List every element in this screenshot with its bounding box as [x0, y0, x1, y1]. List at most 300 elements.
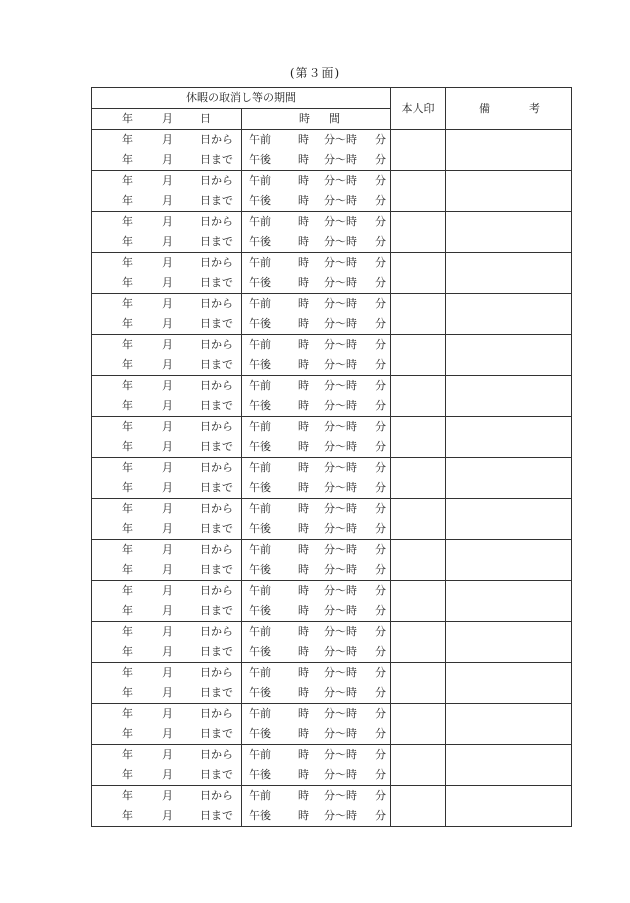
page-title: (第３面) [289, 66, 341, 80]
year-label: 年 [122, 625, 133, 638]
entry-row-from [92, 212, 572, 233]
time-header-char-2: 間 [329, 112, 340, 125]
minute-to-hour-label: 分〜時 [324, 440, 357, 453]
day-label: 日まで [200, 481, 233, 494]
year-label: 年 [122, 666, 133, 679]
time-cell[interactable] [242, 499, 391, 520]
ampm-label: 午後 [249, 768, 271, 781]
ampm-label: 午前 [249, 502, 271, 515]
note-cell[interactable] [446, 212, 572, 253]
seal-cell[interactable] [391, 458, 446, 499]
hour-label: 時 [298, 235, 309, 248]
day-label: 日から [200, 174, 233, 187]
month-label: 月 [162, 153, 173, 166]
hour-label: 時 [298, 133, 309, 146]
date-cell[interactable] [92, 253, 242, 274]
year-label: 年 [122, 297, 133, 310]
year-label: 年 [122, 153, 133, 166]
minute-to-hour-label: 分〜時 [324, 256, 357, 269]
month-label: 月 [162, 522, 173, 535]
ampm-label: 午前 [249, 174, 271, 187]
minute-to-hour-label: 分〜時 [324, 317, 357, 330]
time-cell[interactable] [242, 745, 391, 766]
date-cell[interactable] [92, 437, 242, 458]
ampm-label: 午前 [249, 461, 271, 474]
note-cell[interactable] [446, 417, 572, 458]
entry-row-from [92, 663, 572, 684]
time-cell[interactable] [242, 335, 391, 356]
month-label: 月 [162, 666, 173, 679]
month-label: 月 [162, 809, 173, 822]
year-label: 年 [122, 276, 133, 289]
note-cell[interactable] [446, 458, 572, 499]
date-cell[interactable] [92, 622, 242, 643]
day-label: 日から [200, 297, 233, 310]
year-label: 年 [122, 379, 133, 392]
seal-cell[interactable] [391, 376, 446, 417]
time-header [242, 109, 391, 130]
minute-to-hour-label: 分〜時 [324, 481, 357, 494]
entry-row-from [92, 335, 572, 356]
time-cell[interactable] [242, 273, 391, 294]
year-label: 年 [122, 686, 133, 699]
minute-to-hour-label: 分〜時 [324, 686, 357, 699]
month-label: 月 [162, 686, 173, 699]
month-label: 月 [162, 174, 173, 187]
minute-to-hour-label: 分〜時 [324, 297, 357, 310]
leave-cancellation-table [91, 87, 572, 827]
hour-label: 時 [298, 748, 309, 761]
ampm-label: 午前 [249, 215, 271, 228]
time-cell[interactable] [242, 601, 391, 622]
month-label: 月 [162, 420, 173, 433]
ampm-label: 午後 [249, 399, 271, 412]
ampm-label: 午前 [249, 338, 271, 351]
date-cell[interactable] [92, 499, 242, 520]
time-cell[interactable] [242, 212, 391, 233]
day-label: 日まで [200, 604, 233, 617]
hour-label: 時 [298, 317, 309, 330]
minute-label: 分 [375, 727, 386, 740]
month-label: 月 [162, 748, 173, 761]
date-header-day: 日 [200, 112, 211, 125]
time-cell[interactable] [242, 560, 391, 581]
date-header-year: 年 [122, 112, 133, 125]
time-cell[interactable] [242, 232, 391, 253]
month-label: 月 [162, 194, 173, 207]
date-cell[interactable] [92, 601, 242, 622]
ampm-label: 午前 [249, 297, 271, 310]
month-label: 月 [162, 317, 173, 330]
date-cell[interactable] [92, 704, 242, 725]
hour-label: 時 [298, 420, 309, 433]
seal-cell[interactable] [391, 581, 446, 622]
seal-cell[interactable] [391, 745, 446, 786]
date-cell[interactable] [92, 396, 242, 417]
date-cell[interactable] [92, 683, 242, 704]
minute-label: 分 [375, 584, 386, 597]
year-label: 年 [122, 481, 133, 494]
year-label: 年 [122, 727, 133, 740]
month-label: 月 [162, 256, 173, 269]
day-label: 日から [200, 666, 233, 679]
minute-label: 分 [375, 379, 386, 392]
day-label: 日から [200, 379, 233, 392]
hour-label: 時 [298, 543, 309, 556]
hour-label: 時 [298, 584, 309, 597]
time-cell[interactable] [242, 519, 391, 540]
date-cell[interactable] [92, 171, 242, 192]
year-label: 年 [122, 645, 133, 658]
day-label: 日まで [200, 194, 233, 207]
entry-row-from [92, 622, 572, 643]
minute-label: 分 [375, 235, 386, 248]
header-row-1 [92, 88, 572, 109]
day-label: 日まで [200, 440, 233, 453]
time-cell[interactable] [242, 376, 391, 397]
month-label: 月 [162, 625, 173, 638]
hour-label: 時 [298, 789, 309, 802]
note-cell[interactable] [446, 253, 572, 294]
date-cell[interactable] [92, 458, 242, 479]
date-cell[interactable] [92, 417, 242, 438]
day-label: 日まで [200, 727, 233, 740]
minute-to-hour-label: 分〜時 [324, 645, 357, 658]
ampm-label: 午前 [249, 543, 271, 556]
minute-label: 分 [375, 215, 386, 228]
minute-to-hour-label: 分〜時 [324, 133, 357, 146]
note-cell[interactable] [446, 663, 572, 704]
year-label: 年 [122, 235, 133, 248]
minute-label: 分 [375, 625, 386, 638]
day-label: 日から [200, 461, 233, 474]
minute-to-hour-label: 分〜時 [324, 153, 357, 166]
minute-label: 分 [375, 481, 386, 494]
time-cell[interactable] [242, 396, 391, 417]
entry-row-from [92, 540, 572, 561]
seal-cell[interactable] [391, 212, 446, 253]
minute-to-hour-label: 分〜時 [324, 215, 357, 228]
note-cell[interactable] [446, 171, 572, 212]
minute-to-hour-label: 分〜時 [324, 789, 357, 802]
note-cell[interactable] [446, 581, 572, 622]
year-label: 年 [122, 420, 133, 433]
time-cell[interactable] [242, 806, 391, 827]
hour-label: 時 [298, 461, 309, 474]
note-cell[interactable] [446, 622, 572, 663]
note-cell[interactable] [446, 540, 572, 581]
date-cell[interactable] [92, 212, 242, 233]
minute-label: 分 [375, 153, 386, 166]
day-label: 日まで [200, 235, 233, 248]
minute-label: 分 [375, 707, 386, 720]
minute-to-hour-label: 分〜時 [324, 522, 357, 535]
month-label: 月 [162, 338, 173, 351]
month-label: 月 [162, 768, 173, 781]
ampm-label: 午前 [249, 748, 271, 761]
seal-cell[interactable] [391, 786, 446, 827]
date-cell[interactable] [92, 765, 242, 786]
seal-cell[interactable] [391, 704, 446, 745]
month-label: 月 [162, 604, 173, 617]
time-header-char-1: 時 [299, 112, 310, 125]
hour-label: 時 [298, 502, 309, 515]
minute-to-hour-label: 分〜時 [324, 194, 357, 207]
year-label: 年 [122, 133, 133, 146]
year-label: 年 [122, 707, 133, 720]
day-label: 日まで [200, 399, 233, 412]
entry-row-from [92, 171, 572, 192]
note-header [446, 88, 572, 130]
year-label: 年 [122, 338, 133, 351]
time-cell[interactable] [242, 540, 391, 561]
minute-label: 分 [375, 461, 386, 474]
ampm-label: 午後 [249, 440, 271, 453]
ampm-label: 午前 [249, 789, 271, 802]
month-label: 月 [162, 379, 173, 392]
ampm-label: 午前 [249, 379, 271, 392]
month-label: 月 [162, 481, 173, 494]
time-cell[interactable] [242, 417, 391, 438]
date-cell[interactable] [92, 191, 242, 212]
day-label: 日から [200, 748, 233, 761]
month-label: 月 [162, 584, 173, 597]
date-cell[interactable] [92, 745, 242, 766]
minute-label: 分 [375, 543, 386, 556]
minute-label: 分 [375, 686, 386, 699]
minute-label: 分 [375, 748, 386, 761]
entry-row-from [92, 704, 572, 725]
entry-row-from [92, 786, 572, 807]
day-label: 日まで [200, 809, 233, 822]
note-cell[interactable] [446, 704, 572, 745]
ampm-label: 午後 [249, 645, 271, 658]
seal-cell[interactable] [391, 294, 446, 335]
month-label: 月 [162, 789, 173, 802]
date-cell[interactable] [92, 786, 242, 807]
date-cell[interactable] [92, 560, 242, 581]
time-cell[interactable] [242, 130, 391, 151]
date-cell[interactable] [92, 273, 242, 294]
date-cell[interactable] [92, 642, 242, 663]
date-cell[interactable] [92, 376, 242, 397]
day-label: 日まで [200, 522, 233, 535]
ampm-label: 午後 [249, 235, 271, 248]
minute-label: 分 [375, 256, 386, 269]
time-cell[interactable] [242, 765, 391, 786]
hour-label: 時 [298, 215, 309, 228]
seal-cell[interactable] [391, 540, 446, 581]
year-label: 年 [122, 809, 133, 822]
time-cell[interactable] [242, 171, 391, 192]
entry-row-from [92, 745, 572, 766]
hour-label: 時 [298, 645, 309, 658]
minute-label: 分 [375, 338, 386, 351]
time-cell[interactable] [242, 642, 391, 663]
day-label: 日から [200, 502, 233, 515]
date-cell[interactable] [92, 519, 242, 540]
minute-label: 分 [375, 502, 386, 515]
minute-to-hour-label: 分〜時 [324, 727, 357, 740]
time-cell[interactable] [242, 786, 391, 807]
note-cell[interactable] [446, 335, 572, 376]
time-cell[interactable] [242, 622, 391, 643]
ampm-label: 午前 [249, 666, 271, 679]
note-cell[interactable] [446, 786, 572, 827]
entry-row-from [92, 130, 572, 151]
ampm-label: 午後 [249, 563, 271, 576]
year-label: 年 [122, 604, 133, 617]
day-label: 日まで [200, 317, 233, 330]
seal-cell[interactable] [391, 499, 446, 540]
entry-row-from [92, 253, 572, 274]
note-cell[interactable] [446, 376, 572, 417]
note-cell[interactable] [446, 745, 572, 786]
month-label: 月 [162, 276, 173, 289]
entry-row-from [92, 581, 572, 602]
entry-row-from [92, 499, 572, 520]
day-label: 日から [200, 543, 233, 556]
minute-to-hour-label: 分〜時 [324, 174, 357, 187]
minute-label: 分 [375, 563, 386, 576]
hour-label: 時 [298, 707, 309, 720]
hour-label: 時 [298, 194, 309, 207]
minute-to-hour-label: 分〜時 [324, 543, 357, 556]
year-label: 年 [122, 440, 133, 453]
day-label: 日まで [200, 768, 233, 781]
minute-label: 分 [375, 194, 386, 207]
note-cell[interactable] [446, 499, 572, 540]
date-cell[interactable] [92, 150, 242, 171]
year-label: 年 [122, 194, 133, 207]
hour-label: 時 [298, 256, 309, 269]
ampm-label: 午後 [249, 153, 271, 166]
minute-to-hour-label: 分〜時 [324, 235, 357, 248]
date-cell[interactable] [92, 806, 242, 827]
minute-label: 分 [375, 420, 386, 433]
year-label: 年 [122, 563, 133, 576]
hour-label: 時 [298, 522, 309, 535]
minute-label: 分 [375, 276, 386, 289]
date-cell[interactable] [92, 294, 242, 315]
time-cell[interactable] [242, 253, 391, 274]
period-header: 休暇の取消し等の期間 [92, 88, 391, 109]
seal-cell[interactable] [391, 130, 446, 171]
seal-cell[interactable] [391, 171, 446, 212]
ampm-label: 午後 [249, 481, 271, 494]
minute-to-hour-label: 分〜時 [324, 358, 357, 371]
time-cell[interactable] [242, 683, 391, 704]
day-label: 日まで [200, 645, 233, 658]
minute-to-hour-label: 分〜時 [324, 666, 357, 679]
time-cell[interactable] [242, 663, 391, 684]
date-cell[interactable] [92, 335, 242, 356]
seal-cell[interactable] [391, 417, 446, 458]
year-label: 年 [122, 174, 133, 187]
year-label: 年 [122, 768, 133, 781]
date-cell[interactable] [92, 478, 242, 499]
seal-cell[interactable] [391, 253, 446, 294]
day-label: 日から [200, 625, 233, 638]
month-label: 月 [162, 399, 173, 412]
time-cell[interactable] [242, 724, 391, 745]
seal-cell[interactable] [391, 335, 446, 376]
ampm-label: 午後 [249, 194, 271, 207]
time-cell[interactable] [242, 458, 391, 479]
minute-label: 分 [375, 809, 386, 822]
day-label: 日から [200, 215, 233, 228]
month-label: 月 [162, 563, 173, 576]
month-label: 月 [162, 215, 173, 228]
month-label: 月 [162, 727, 173, 740]
time-cell[interactable] [242, 478, 391, 499]
minute-to-hour-label: 分〜時 [324, 707, 357, 720]
minute-label: 分 [375, 522, 386, 535]
date-cell[interactable] [92, 663, 242, 684]
hour-label: 時 [298, 358, 309, 371]
month-label: 月 [162, 461, 173, 474]
note-cell[interactable] [446, 130, 572, 171]
minute-to-hour-label: 分〜時 [324, 604, 357, 617]
ampm-label: 午前 [249, 133, 271, 146]
time-cell[interactable] [242, 437, 391, 458]
day-label: 日まで [200, 563, 233, 576]
date-cell[interactable] [92, 724, 242, 745]
minute-label: 分 [375, 297, 386, 310]
date-cell[interactable] [92, 314, 242, 335]
time-cell[interactable] [242, 355, 391, 376]
time-cell[interactable] [242, 314, 391, 335]
minute-label: 分 [375, 768, 386, 781]
minute-to-hour-label: 分〜時 [324, 399, 357, 412]
time-cell[interactable] [242, 191, 391, 212]
hour-label: 時 [298, 440, 309, 453]
minute-to-hour-label: 分〜時 [324, 276, 357, 289]
seal-cell[interactable] [391, 663, 446, 704]
time-cell[interactable] [242, 704, 391, 725]
hour-label: 時 [298, 809, 309, 822]
hour-label: 時 [298, 563, 309, 576]
date-cell[interactable] [92, 130, 242, 151]
entry-row-from [92, 458, 572, 479]
time-cell[interactable] [242, 581, 391, 602]
note-cell[interactable] [446, 294, 572, 335]
minute-to-hour-label: 分〜時 [324, 420, 357, 433]
year-label: 年 [122, 317, 133, 330]
time-cell[interactable] [242, 294, 391, 315]
day-label: 日から [200, 789, 233, 802]
day-label: 日まで [200, 276, 233, 289]
date-header-month: 月 [162, 112, 173, 125]
ampm-label: 午前 [249, 256, 271, 269]
time-cell[interactable] [242, 150, 391, 171]
ampm-label: 午前 [249, 625, 271, 638]
seal-cell[interactable] [391, 622, 446, 663]
hour-label: 時 [298, 276, 309, 289]
minute-to-hour-label: 分〜時 [324, 461, 357, 474]
date-cell[interactable] [92, 355, 242, 376]
date-cell[interactable] [92, 581, 242, 602]
hour-label: 時 [298, 686, 309, 699]
hour-label: 時 [298, 379, 309, 392]
month-label: 月 [162, 358, 173, 371]
minute-to-hour-label: 分〜時 [324, 379, 357, 392]
seal-header: 本人印 [391, 88, 446, 130]
day-label: 日から [200, 420, 233, 433]
date-cell[interactable] [92, 540, 242, 561]
month-label: 月 [162, 440, 173, 453]
date-cell[interactable] [92, 232, 242, 253]
